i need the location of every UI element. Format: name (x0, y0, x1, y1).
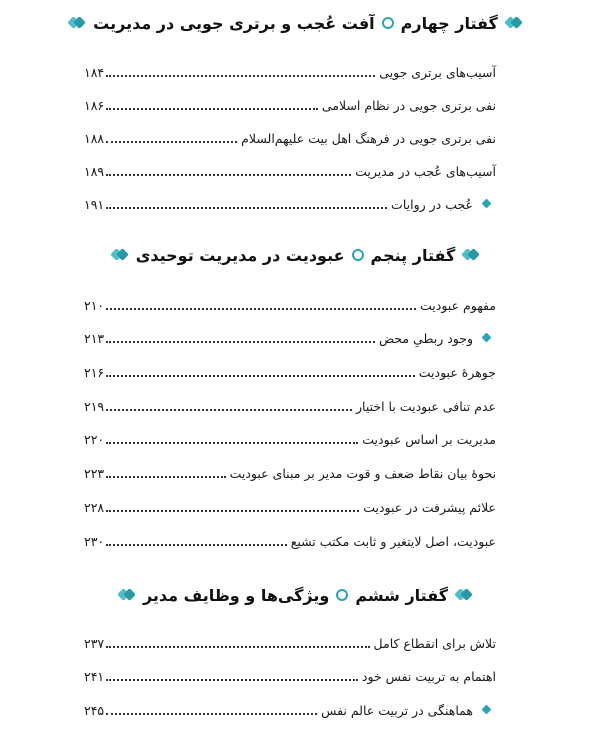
entry-text: آسیب‌های برتری جویی (379, 65, 496, 80)
entry-text: نفی برتری جویی در نظام اسلامی (321, 98, 496, 113)
entry-text: جوهرهٔ عبودیت (418, 365, 496, 380)
chapter-heading (60, 240, 531, 270)
leader-dots (106, 509, 359, 512)
ornament-icon (119, 587, 135, 603)
toc-subentry[interactable] (84, 192, 496, 214)
ornament-icon (69, 15, 85, 31)
diamond-bullet-icon (481, 332, 492, 343)
leader-dots (106, 712, 317, 715)
toc-entry[interactable] (84, 631, 496, 653)
leader-dots (106, 107, 318, 110)
toc-entry[interactable] (84, 394, 496, 416)
leader-dots (106, 408, 352, 411)
leader-dots (106, 140, 237, 143)
toc-entry[interactable] (84, 126, 496, 148)
page-number: ۲۲۳ (84, 466, 105, 481)
ornament-icon (456, 587, 472, 603)
leader-dots (106, 74, 375, 77)
leader-dots (106, 645, 369, 648)
leader-dots (106, 475, 225, 478)
toc-entry[interactable] (84, 360, 496, 382)
toc-entry[interactable] (84, 461, 496, 483)
entry-text: نحوهٔ بیان نقاط ضعف و قوت مدیر بر مبنای عبودیت (229, 466, 496, 481)
leader-dots (106, 307, 416, 310)
chapter-heading (60, 8, 531, 38)
leader-dots (106, 678, 358, 681)
chapter-label: گفتار ششم (355, 585, 449, 605)
ornament-icon (112, 247, 128, 263)
page-number: ۲۴۵ (84, 703, 105, 718)
toc-entry[interactable] (84, 427, 496, 449)
entry-text: عدم تنافی عبودیت با اختیار (356, 399, 496, 414)
entry-text: تلاش برای انقطاع کامل (373, 636, 496, 651)
page-number: ۲۳۰ (84, 534, 105, 549)
entry-text: آسیب‌های عُجب در مدیریت (355, 164, 496, 179)
page-number: ۱۹۱ (84, 197, 105, 212)
entry-text: علائم پیشرفت در عبودیت (363, 500, 496, 515)
page-number: ۲۴۱ (84, 669, 105, 684)
page-number: ۲۱۶ (84, 365, 105, 380)
chapter-label: گفتار پنجم (370, 245, 456, 265)
page-number: ۲۱۳ (84, 331, 105, 346)
leader-dots (106, 374, 415, 377)
chapter-title: ویژگی‌ها و وظایف مدیر (142, 585, 330, 605)
leader-dots (106, 543, 287, 546)
entry-text: هماهنگی در تربیت عالم نفس (321, 703, 473, 718)
page-number: ۲۱۰ (84, 298, 105, 313)
ornament-icon (506, 15, 522, 31)
entry-text: مفهوم عبودیت (420, 298, 496, 313)
page-number: ۲۲۰ (84, 432, 105, 447)
page-number: ۲۱۹ (84, 399, 105, 414)
circle-separator-icon (382, 17, 394, 29)
chapter-label: گفتار چهارم (400, 13, 498, 33)
chapter-title: عبودیت در مدیریت توحیدی (135, 245, 345, 265)
diamond-bullet-icon (481, 198, 492, 209)
entry-text: عبودیت، اصل لایتغیر و ثابت مکتب تشیع (290, 534, 496, 549)
leader-dots (106, 441, 358, 444)
page-number: ۱۸۶ (84, 98, 105, 113)
chapter-heading (60, 580, 531, 610)
toc-entry[interactable] (84, 93, 496, 115)
entry-text: وجود ربطیِ محض (378, 331, 473, 346)
page-number: ۱۸۹ (84, 164, 105, 179)
entry-text: مدیریت بر اساس عبودیت (362, 432, 496, 447)
toc-entry[interactable] (84, 293, 496, 315)
entry-text: اهتمام به تربیت نفس خود (361, 669, 496, 684)
circle-separator-icon (352, 249, 364, 261)
toc-entry[interactable] (84, 159, 496, 181)
chapter-title: آفت عُجب و برتری جویی در مدیریت (93, 13, 375, 33)
ornament-icon (463, 247, 479, 263)
entry-text: عُجب در روایات (391, 197, 473, 212)
toc-entry[interactable] (84, 664, 496, 686)
page-number: ۲۳۷ (84, 636, 105, 651)
page-number: ۱۸۴ (84, 65, 105, 80)
leader-dots (106, 173, 351, 176)
toc-entry[interactable] (84, 495, 496, 517)
toc-entry[interactable] (84, 60, 496, 82)
toc-subentry[interactable] (84, 698, 496, 720)
toc-entry[interactable] (84, 529, 496, 551)
entry-text: نفی برتری جویی در فرهنگ اهل بیت علیهم‌السلام (241, 131, 496, 146)
leader-dots (106, 206, 387, 209)
diamond-bullet-icon (481, 704, 492, 715)
leader-dots (106, 340, 375, 343)
toc-subentry[interactable] (84, 326, 496, 348)
page-number: ۲۲۸ (84, 500, 105, 515)
page-number: ۱۸۸ (84, 131, 105, 146)
circle-separator-icon (336, 589, 348, 601)
